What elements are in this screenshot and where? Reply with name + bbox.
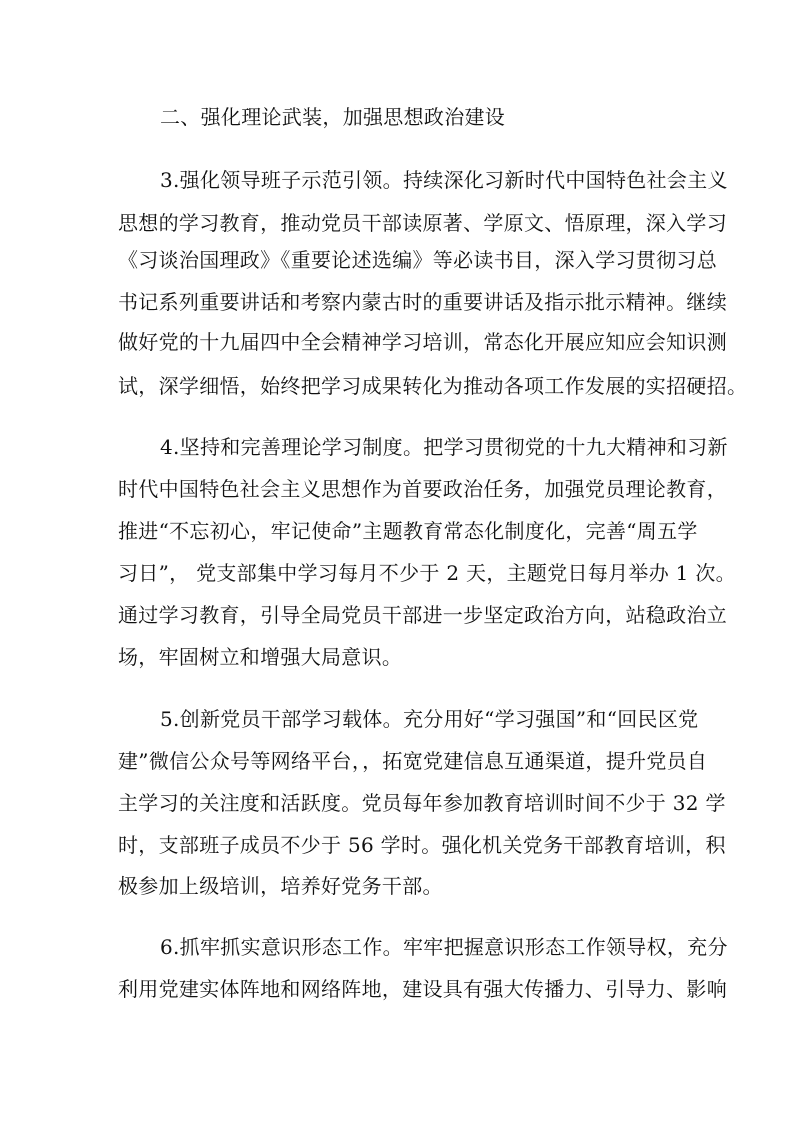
paragraph-line: 书记系列重要讲话和考察内蒙古时的重要讲话及指示批示精神。继续 — [118, 290, 727, 314]
paragraph-line: 通过学习教育，引导全局党员干部进一步坚定政治方向，站稳政治立 — [118, 603, 727, 627]
paragraph-line: 3.强化领导班子示范引领。持续深化习新时代中国特色社会主义 — [160, 168, 728, 192]
paragraph-line: 习日”， 党支部集中学习每月不少于 2 天，主题党日每月举办 1 次。 — [118, 561, 736, 585]
paragraph-line: 推进“不忘初心，牢记使命”主题教育常态化制度化，完善“周五学 — [118, 519, 698, 543]
paragraph-line: 主学习的关注度和活跃度。党员每年参加教育培训时间不少于 32 学 — [118, 791, 726, 815]
paragraph-line: 5.创新党员干部学习载体。充分用好“学习强国”和“回民区党 — [160, 707, 699, 731]
paragraph-line: 思想的学习教育，推动党员干部读原著、学原文、悟原理，深入学习 — [118, 211, 727, 235]
paragraph-line: 时代中国特色社会主义思想作为首要政治任务，加强党员理论教育， — [118, 477, 727, 501]
paragraph-line: 利用党建实体阵地和网络阵地，建设具有强大传播力、引导力、影响 — [118, 977, 727, 1001]
paragraph-line: 6.抓牢抓实意识形态工作。牢牢把握意识形态工作领导权，充分 — [160, 935, 728, 959]
paragraph-line: 4.坚持和完善理论学习制度。把学习贯彻党的十九大精神和习新 — [160, 435, 728, 459]
paragraph-line: 试，深学细悟，始终把学习成果转化为推动各项工作发展的实招硬招。 — [118, 374, 748, 398]
paragraph-line: 建”微信公众号等网络平台，，拓宽党建信息互通渠道，提升党员自 — [118, 749, 708, 773]
paragraph-line: 时，支部班子成员不少于 56 学时。强化机关党务干部教育培训，积 — [118, 833, 726, 857]
paragraph-line: 《习谈治国理政》《重要论述选编》等必读书目，深入学习贯彻习总 — [118, 248, 717, 272]
paragraph-line: 场，牢固树立和增强大局意识。 — [118, 645, 403, 669]
paragraph-line: 做好党的十九届四中全会精神学习培训，常态化开展应知应会知识测 — [118, 330, 727, 354]
paragraph-line: 极参加上级培训，培养好党务干部。 — [118, 874, 443, 898]
section-heading: 二、强化理论武装，加强思想政治建设 — [160, 105, 506, 129]
